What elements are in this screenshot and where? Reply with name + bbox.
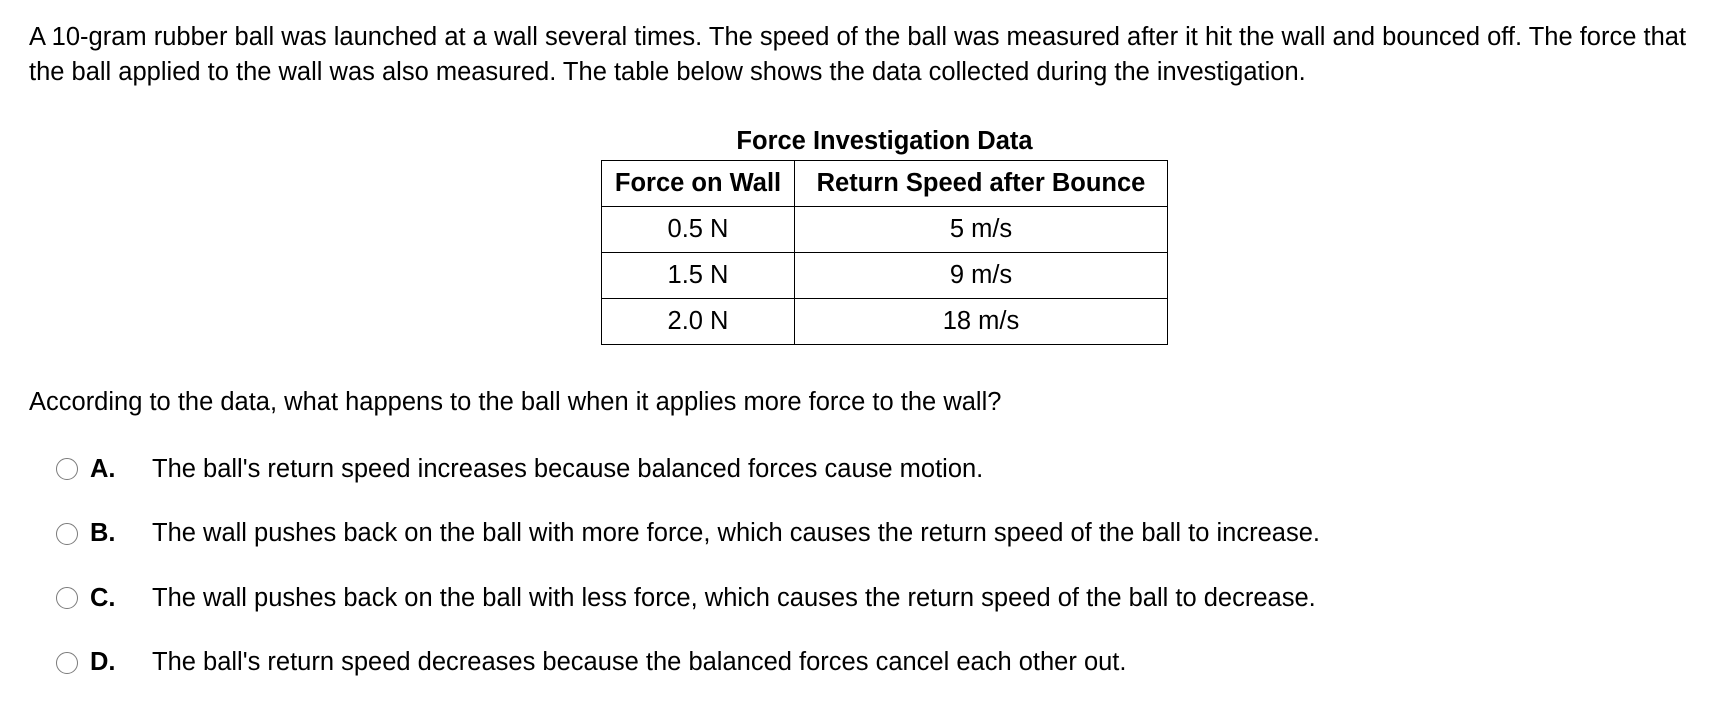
choice-d[interactable]: [56, 646, 1320, 680]
table-title: Force Investigation Data: [736, 127, 1033, 155]
cell-force: 2.0 N: [602, 299, 795, 345]
table-header-row: [602, 161, 1168, 207]
choice-a[interactable]: [56, 452, 1320, 486]
cell-force: 1.5 N: [602, 253, 795, 299]
choice-letter: B.: [90, 519, 116, 547]
choice-letter: D.: [90, 648, 116, 676]
question-stem: A 10-gram rubber ball was launched at a wall several times. The speed of the ball was measured after it hit the wall and bounced off. The force that the ball applied to the wall was also measured. The table below shows the data collected during the investigation.: [29, 23, 1687, 86]
table-row: [602, 299, 1168, 345]
header-return-speed: Return Speed after Bounce: [795, 161, 1168, 207]
radio-button-icon[interactable]: [56, 458, 78, 480]
radio-button-icon[interactable]: [56, 587, 78, 609]
answer-choices: [56, 452, 1320, 710]
choice-letter: A.: [90, 454, 116, 483]
cell-force: 0.5 N: [602, 207, 795, 253]
radio-button-icon[interactable]: [56, 523, 78, 545]
cell-speed: 9 m/s: [795, 253, 1168, 299]
cell-speed: 18 m/s: [795, 299, 1168, 345]
force-investigation-table-block: [601, 124, 1168, 345]
question-prompt: According to the data, what happens to the ball when it applies more force to the wall?: [29, 388, 1002, 416]
choice-letter: C.: [90, 583, 116, 612]
cell-speed: 5 m/s: [795, 207, 1168, 253]
force-investigation-table: [601, 160, 1168, 345]
table-row: [602, 253, 1168, 299]
header-force-on-wall: Force on Wall: [602, 161, 795, 207]
choice-text: The ball's return speed increases because balanced forces cause motion.: [152, 454, 984, 483]
choice-text: The wall pushes back on the ball with less force, which causes the return speed of the ball to decrease.: [152, 583, 1316, 612]
table-row: [602, 207, 1168, 253]
choice-text: The wall pushes back on the ball with more force, which causes the return speed of the ball to increase.: [152, 519, 1320, 547]
radio-button-icon[interactable]: [56, 652, 78, 674]
choice-text: The ball's return speed decreases because the balanced forces cancel each other out.: [152, 648, 1127, 676]
choice-c[interactable]: [56, 581, 1320, 615]
choice-b[interactable]: [56, 517, 1320, 551]
